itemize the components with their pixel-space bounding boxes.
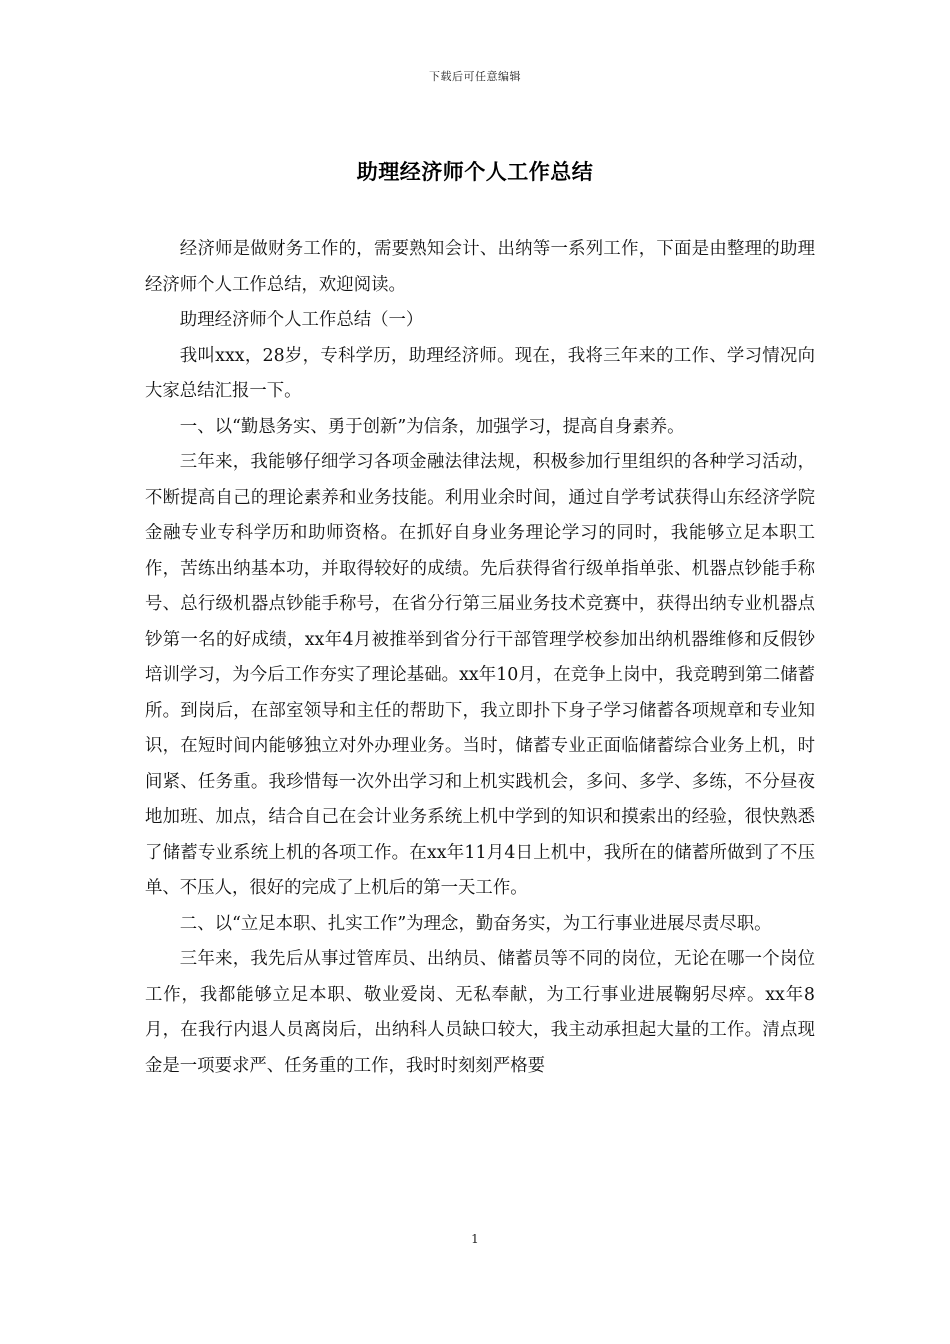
point-two-paragraph: 三年来，我先后从事过管库员、出纳员、储蓄员等不同的岗位，无论在哪一个岗位工作，我都能够立足本职、敬业爱岗、无私奉献，为工行事业进展鞠躬尽瘁。xx年8月，在我行内退人员离岗后，出纳科人员缺口较大，我主动承担起大量的工作。清点现金是一项要求严、任务重的工作，我时时刻刻严格要 [145, 949, 815, 1076]
section-heading: 助理经济师个人工作总结（一） [179, 310, 424, 330]
intro-paragraph: 经济师是做财务工作的，需要熟知会计、出纳等一系列工作，下面是由整理的助理经济师个人工作总结，欢迎阅读。 [145, 239, 815, 295]
page-number: 1 [471, 1232, 479, 1246]
point-one-heading: 一、以“勤恳务实、勇于创新”为信条，加强学习，提高自身素养。 [179, 416, 685, 437]
self-introduction-paragraph: 我叫xxx，28岁，专科学历，助理经济师。现在，我将三年来的工作、学习情况向大家总结汇报一下。 [145, 345, 815, 401]
header-note: 下载后可任意编辑 [429, 70, 521, 83]
document-title: 助理经济师个人工作总结 [356, 159, 594, 184]
document-body [145, 232, 815, 1084]
point-two-heading: 二、以“立足本职、扎实工作”为理念，勤奋务实，为工行事业进展尽责尽职。 [179, 913, 772, 934]
point-one-paragraph: 三年来，我能够仔细学习各项金融法律法规，积极参加行里组织的各种学习活动，不断提高自己的理论素养和业务技能。利用业余时间，通过自学考试获得山东经济学院金融专业专科学历和助师资格。在抓好自身业务理论学习的同时，我能够立足本职工作，苦练出纳基本功，并取得较好的成绩。先后获得省行级单指单张、机器点钞能手称号、总行级机器点钞能手称号，在省分行第三届业务技术竞赛中，获得出纳专业机器点钞第一名的好成绩，xx年4月被推举到省分行干部管理学校参加出纳机器维修和反假钞培训学习，为今后工作夯实了理论基础。xx年10月，在竞争上岗中，我竞聘到第二储蓄所。到岗后，在部室领导和主任的帮助下，我立即扑下身子学习储蓄各项规章和专业知识，在短时间内能够独立对外办理业务。当时，储蓄专业正面临储蓄综合业务上机，时间紧、任务重。我珍惜每一次外出学习和上机实践机会，多问、多学、多练，不分昼夜地加班、加点，结合自己在会计业务系统上机中学到的知识和摸索出的经验，很快熟悉了储蓄专业系统上机的各项工作。在xx年11月4日上机中，我所在的储蓄所做到了不压单、不压人，很好的完成了上机后的第一天工作。 [145, 452, 815, 898]
